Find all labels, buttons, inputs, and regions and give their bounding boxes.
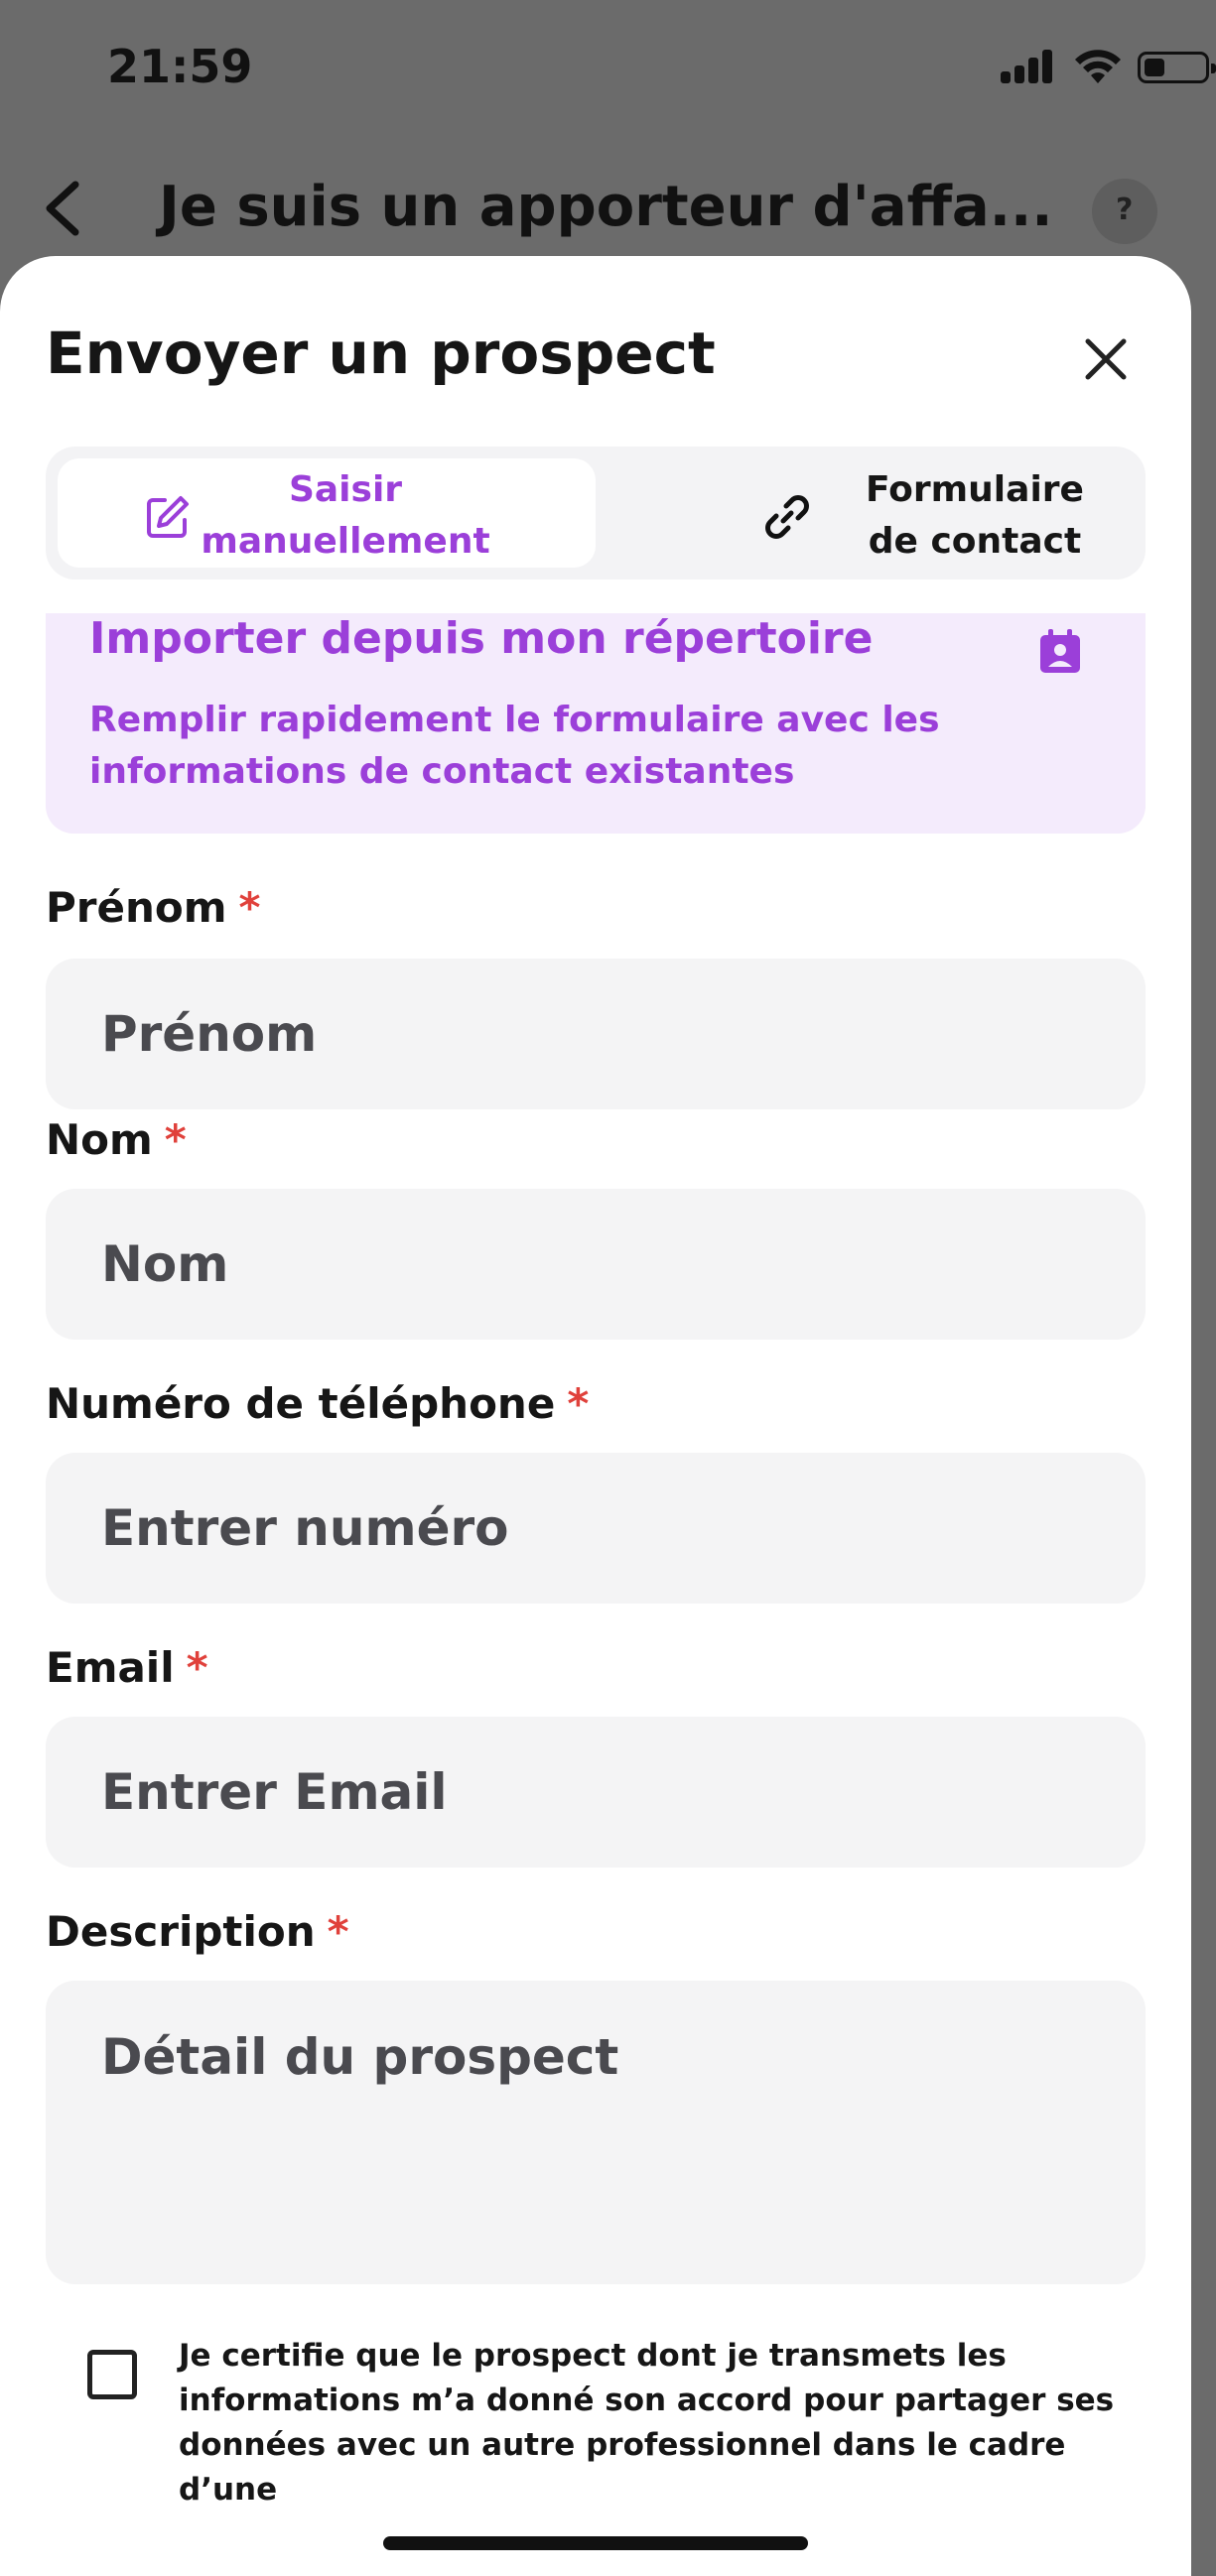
- last-name-field: [46, 1189, 1146, 1340]
- help-icon: ?: [1116, 193, 1134, 227]
- close-icon[interactable]: [1082, 335, 1130, 383]
- description-label: [46, 1907, 349, 1956]
- first-name-label: [46, 883, 260, 932]
- last-name-label-text: Nom: [46, 1115, 153, 1164]
- import-from-contacts-card[interactable]: [46, 613, 1146, 834]
- phone-label: [46, 1379, 589, 1428]
- last-name-input[interactable]: [101, 1189, 1094, 1340]
- tab-manual-entry[interactable]: [58, 458, 596, 568]
- tab-contact-form-label: Formulaire de contact: [866, 469, 1084, 562]
- import-card-title: Importer depuis mon répertoire: [89, 613, 874, 664]
- required-asterisk: *: [186, 1643, 208, 1692]
- last-name-label: [46, 1115, 187, 1164]
- description-field: [46, 1981, 1146, 2284]
- first-name-field: [46, 959, 1146, 1109]
- email-field: [46, 1717, 1146, 1868]
- required-asterisk: *: [567, 1379, 590, 1428]
- required-asterisk: *: [238, 883, 261, 932]
- battery-icon: [1138, 52, 1209, 83]
- email-label-text: Email: [46, 1643, 175, 1692]
- tab-contact-form[interactable]: [608, 458, 1134, 568]
- header-title: Je suis un apporteur d'affa...: [159, 175, 1053, 239]
- description-label-text: Description: [46, 1907, 316, 1956]
- first-name-input[interactable]: [101, 959, 1094, 1109]
- phone-input[interactable]: [101, 1453, 1094, 1604]
- certify-consent-checkbox[interactable]: [87, 2350, 137, 2399]
- phone-label-text: Numéro de téléphone: [46, 1379, 556, 1428]
- status-time: 21:59: [107, 40, 253, 93]
- header-bar: [0, 149, 1191, 268]
- input-mode-toggle: [46, 447, 1146, 580]
- status-bar: [0, 0, 1191, 139]
- edit-icon: [143, 492, 193, 542]
- required-asterisk: *: [164, 1115, 187, 1164]
- email-input[interactable]: [101, 1717, 1094, 1868]
- tab-manual-entry-label: Saisir manuellement: [201, 469, 490, 562]
- first-name-label-text: Prénom: [46, 883, 227, 932]
- email-label: [46, 1643, 208, 1692]
- sheet-title: Envoyer un prospect: [46, 320, 716, 387]
- back-chevron-icon[interactable]: [36, 177, 91, 240]
- home-indicator: [383, 2536, 808, 2550]
- contact-book-icon: [1040, 629, 1080, 673]
- link-icon: [762, 492, 812, 542]
- certify-consent-text: Je certifie que le prospect dont je transmets les informations m’a donné son accord pour partager ses données avec un autre professionnel dans le cadre d’une: [179, 2338, 1115, 2508]
- phone-field: [46, 1453, 1146, 1604]
- import-card-subtitle: Remplir rapidement le formulaire avec les informations de contact existantes: [89, 700, 940, 792]
- required-asterisk: *: [327, 1907, 349, 1956]
- description-textarea[interactable]: [101, 2028, 1094, 2227]
- cellular-signal-icon: [1001, 50, 1056, 83]
- status-icons: [893, 44, 1191, 93]
- wifi-icon: [1072, 46, 1124, 85]
- help-button[interactable]: [1092, 179, 1157, 244]
- send-prospect-sheet: [0, 256, 1191, 2576]
